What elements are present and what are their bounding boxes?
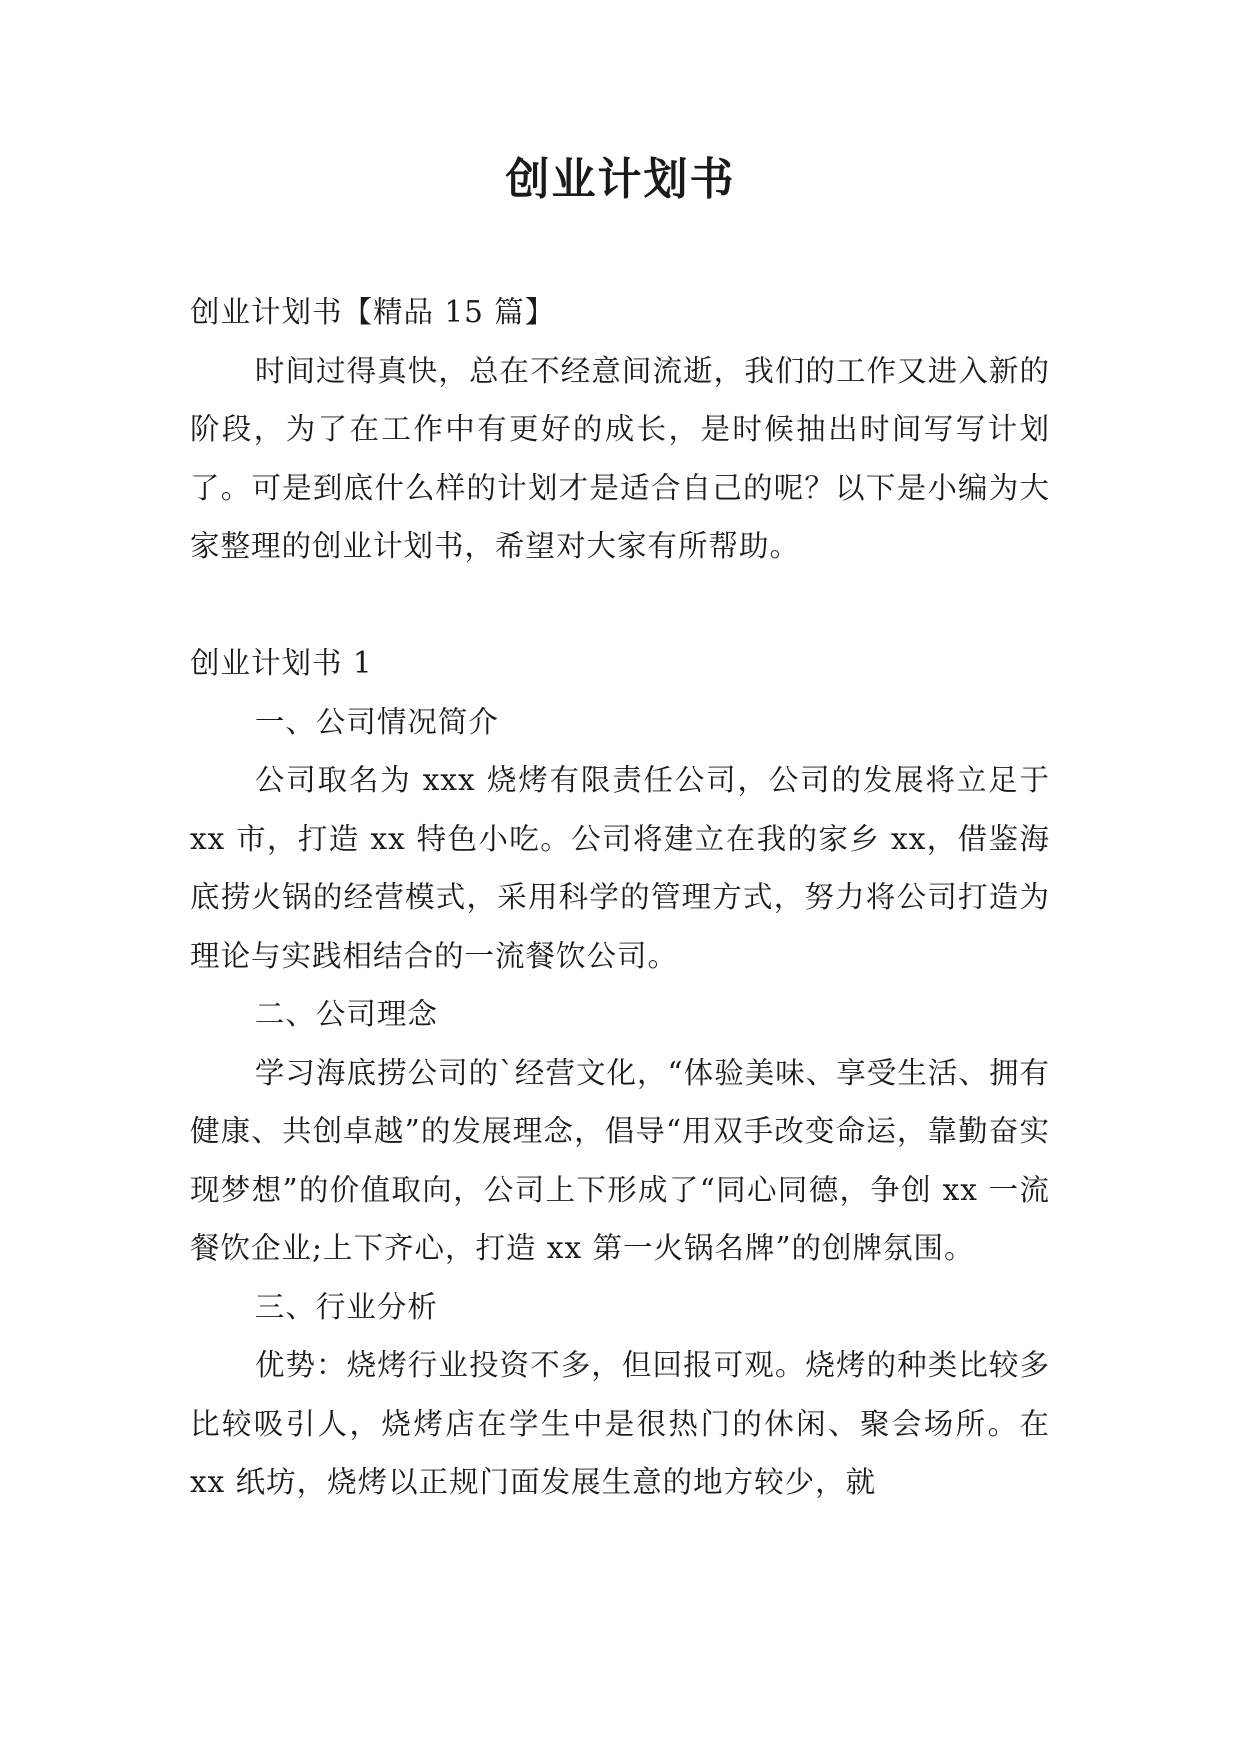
heading-company-philosophy: 二、公司理念 (254, 997, 438, 1031)
company-philosophy-paragraph: 学习海底捞公司的`经营文化，“体验美味、享受生活、拥有健康、共创卓越”的发展理念，倡导“用双手改变命运，靠勤奋实现梦想”的价值取向，公司上下形成了“同心同德，争创 xx 一流餐饮企业;上下齐心，打造 xx 第一火锅名牌”的创牌氛围。 (190, 1055, 1050, 1265)
document-subtitle: 创业计划书【精品 15 篇】 (190, 295, 556, 329)
section-title: 创业计划书 1 (190, 646, 373, 680)
intro-paragraph: 时间过得真快，总在不经意间流逝，我们的工作又进入新的阶段，为了在工作中有更好的成长，是时候抽出时间写写计划了。可是到底什么样的计划才是适合自己的呢？以下是小编为大家整理的创业计划书，希望对大家有所帮助。 (190, 353, 1050, 563)
document-body (190, 283, 1050, 1512)
industry-analysis-paragraph: 优势：烧烤行业投资不多，但回报可观。烧烤的种类比较多比较吸引人，烧烤店在学生中是很热门的休闲、聚会场所。在 xx 纸坊，烧烤以正规门面发展生意的地方较少，就 (190, 1348, 1050, 1499)
heading-industry-analysis: 三、行业分析 (254, 1289, 438, 1324)
company-intro-paragraph: 公司取名为 xxx 烧烤有限责任公司，公司的发展将立足于 xx 市，打造 xx 特色小吃。公司将建立在我的家乡 xx，借鉴海底捞火锅的经营模式，采用科学的管理方式，努力将公司打造为理论与实践相结合的一流餐饮公司。 (190, 763, 1050, 973)
paragraph-gap (190, 576, 1050, 635)
document-title: 创业计划书 (505, 154, 736, 205)
heading-company-intro: 一、公司情况简介 (254, 704, 499, 739)
